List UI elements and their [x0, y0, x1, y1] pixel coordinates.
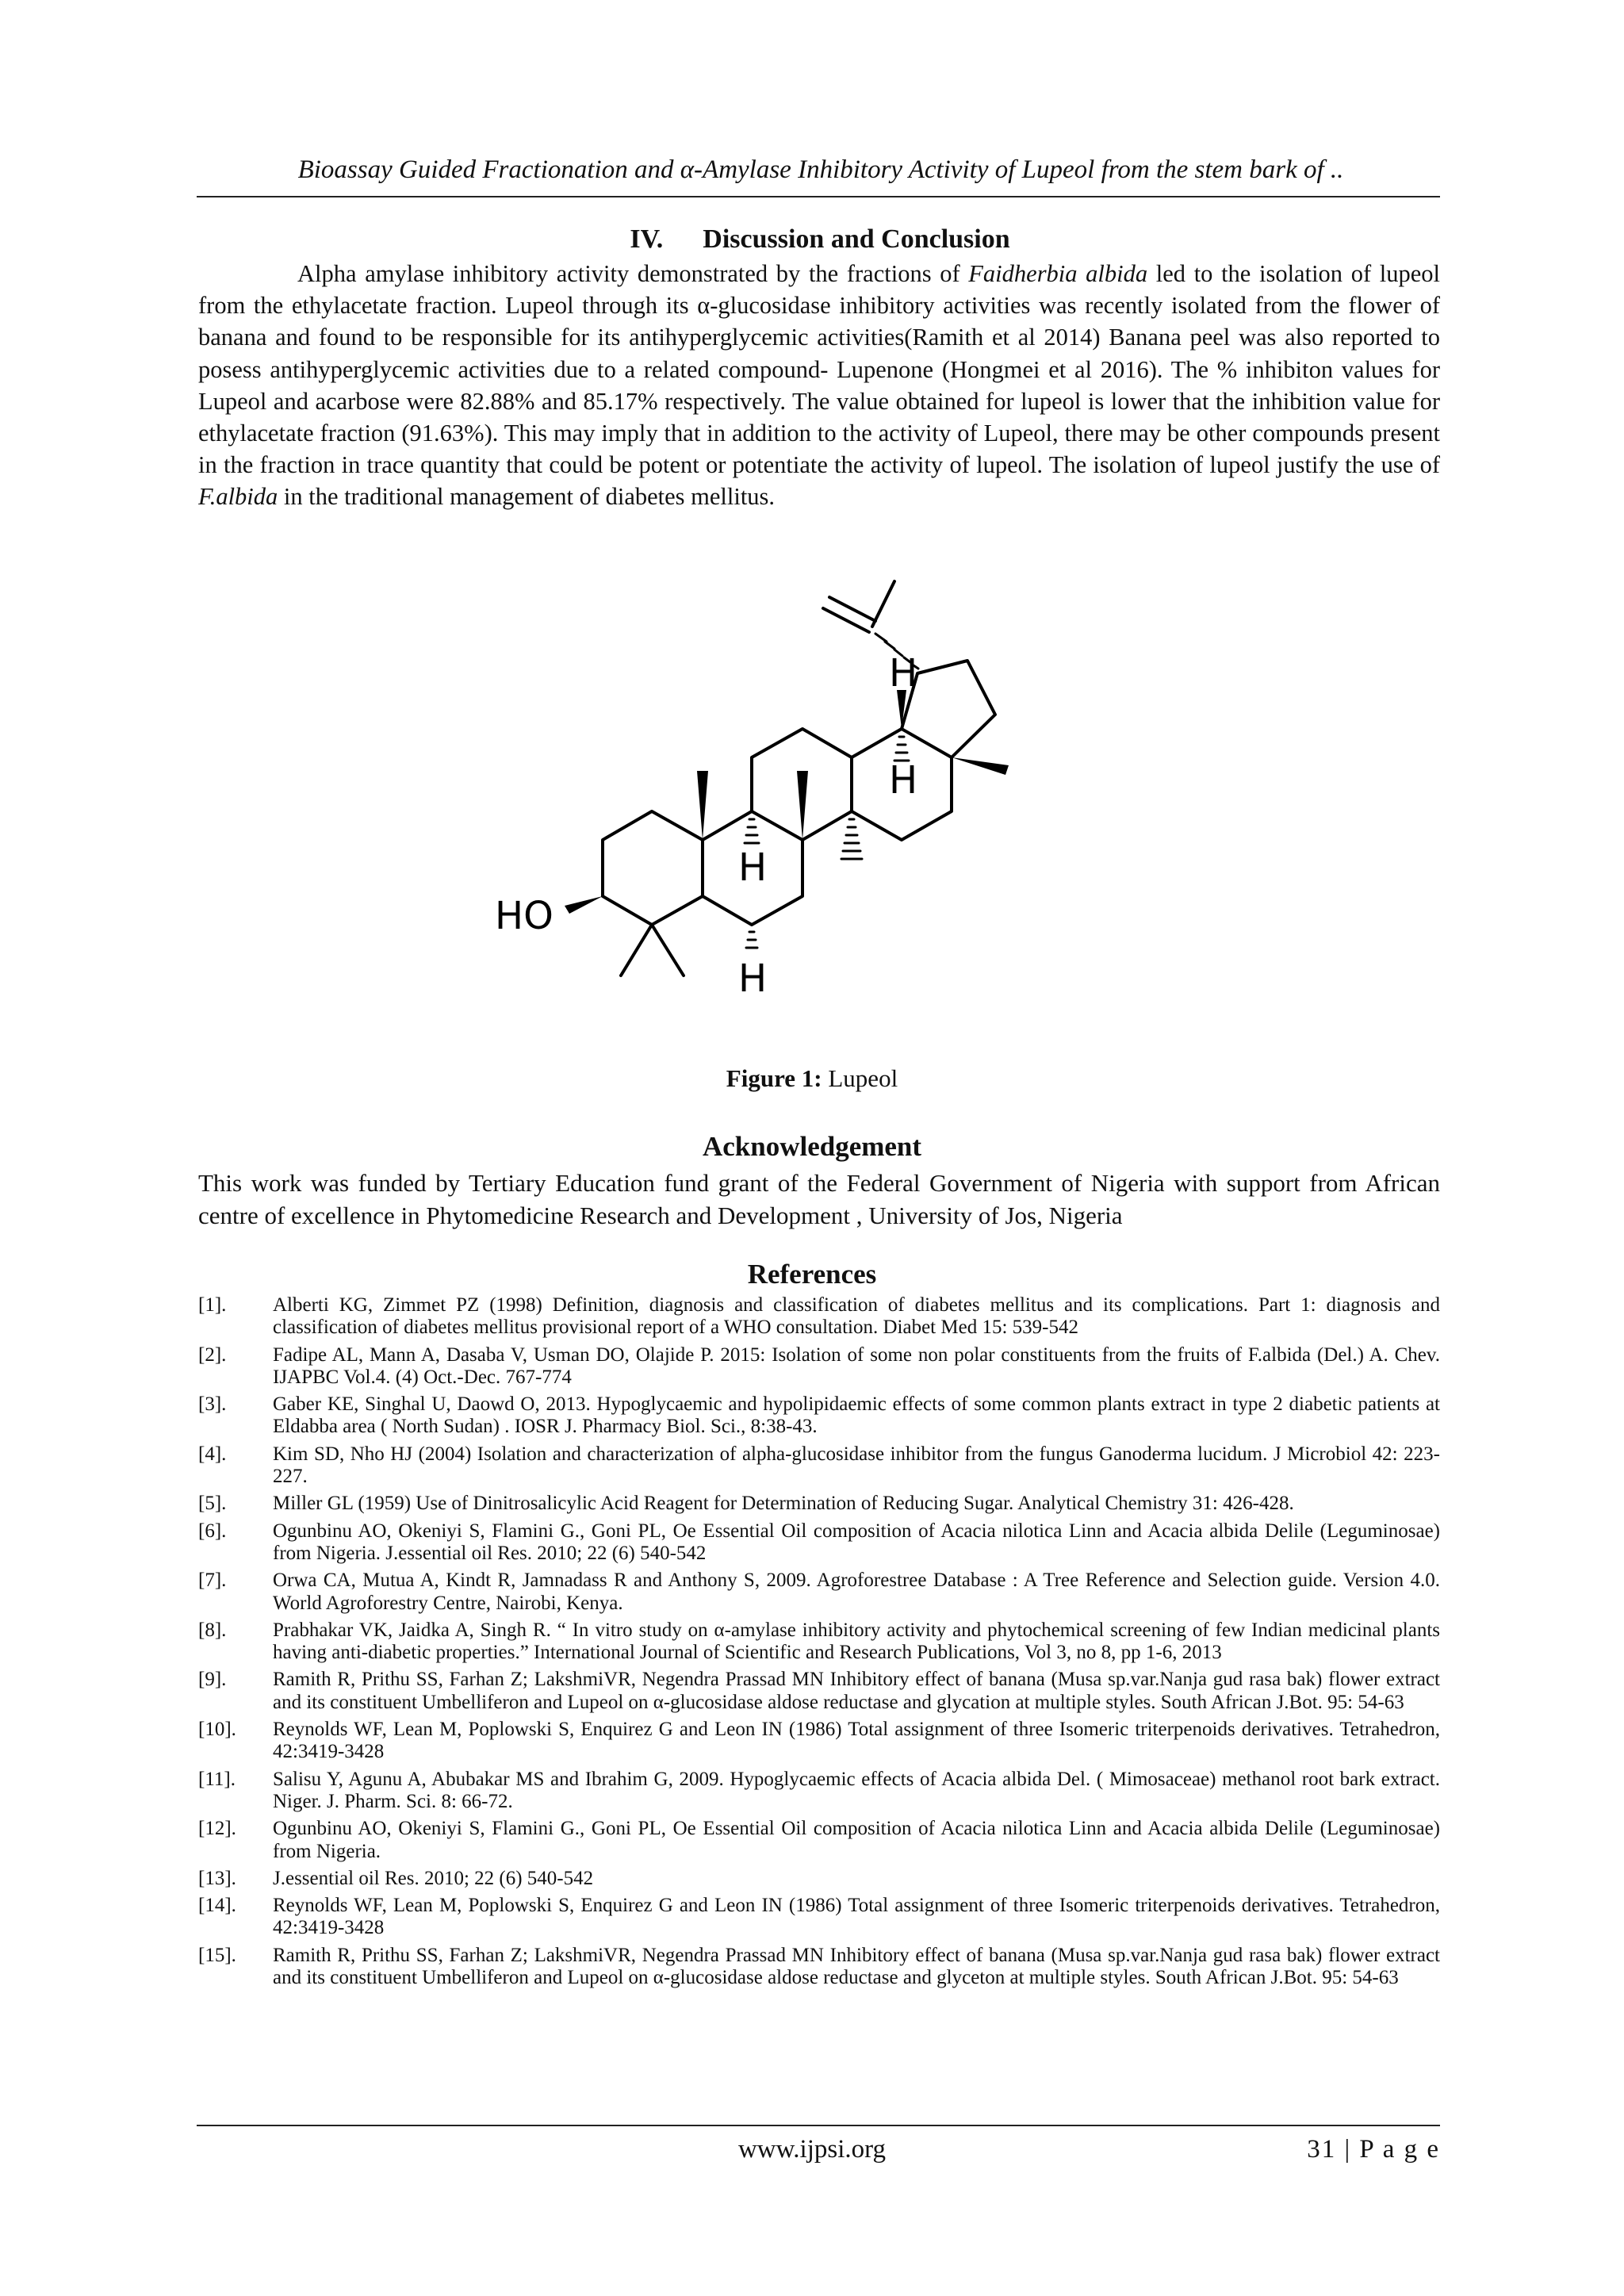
- reference-text: Prabhakar VK, Jaidka A, Singh R. “ In vitro study on α-amylase inhibitory activity and phytochemical screening of few Indian medicinal plants having anti-diabetic properties.” International Journal of Scientific and Research Publications, Vol 3, no 8, pp 1-6, 2013: [273, 1619, 1440, 1664]
- section-heading: [198, 224, 1442, 255]
- reference-number: [3].: [198, 1393, 227, 1416]
- reference-number: [15].: [198, 1944, 236, 1966]
- reference-text: Orwa CA, Mutua A, Kindt R, Jamnadass R and Anthony S, 2009. Agroforestree Database : A Tree Reference and Selection guide. Version 4.0. World Agroforestry Centre, Nairobi, Kenya.: [273, 1570, 1440, 1614]
- text-run: in the traditional management of diabetes mellitus.: [278, 483, 776, 511]
- reference-item: [198, 1895, 1440, 1940]
- reference-text: Reynolds WF, Lean M, Poplowski S, Enquirez G and Leon IN (1986) Total assignment of three Isomeric triterpenoids derivatives. Tetrahedron, 42:3419-3428: [273, 1719, 1440, 1763]
- reference-text: Fadipe AL, Mann A, Dasaba V, Usman DO, Olajide P. 2015: Isolation of some non polar constituents from the fruits of F.albida (Del.) A. Chev. IJAPBC Vol.4. (4) Oct.-Dec. 767-774: [273, 1343, 1440, 1388]
- running-header: Bioassay Guided Fractionation and α-Amylase Inhibitory Activity of Lupeol from the stem bark of ..: [297, 155, 1344, 184]
- species-name: F.albida: [198, 483, 278, 511]
- methyl-bond: [652, 925, 684, 976]
- vinyl-bond: [829, 597, 875, 621]
- reference-number: [2].: [198, 1343, 227, 1366]
- reference-item: [198, 1520, 1440, 1566]
- reference-number: [12].: [198, 1818, 236, 1840]
- hydrogen-label: H: [889, 758, 918, 803]
- species-name: Faidherbia albida: [968, 260, 1148, 287]
- lupeol-structure-figure: [476, 575, 1174, 1075]
- reference-number: [14].: [198, 1895, 236, 1917]
- reference-text: Kim SD, Nho HJ (2004) Isolation and characterization of alpha-glucosidase inhibitor from the fungus Ganoderma lucidum. J Microbiol 42: 223-227.: [273, 1443, 1440, 1488]
- reference-item: [198, 1818, 1440, 1863]
- wedge-bond: [565, 896, 603, 914]
- methyl-bond: [872, 581, 894, 627]
- acknowledgement-text: This work was funded by Tertiary Education fund grant of the Federal Government of Nigeria with support from African centre of excellence in Phytomedicine Research and Development , University of Jos, Nigeria: [198, 1169, 1440, 1229]
- wedge-bond: [897, 690, 906, 729]
- reference-item: [198, 1493, 1440, 1515]
- reference-number: [7].: [198, 1570, 227, 1592]
- journal-url: www.ijpsi.org: [737, 2135, 887, 2164]
- wedge-bond: [952, 757, 1009, 775]
- reference-number: [5].: [198, 1493, 227, 1515]
- reference-text: Miller GL (1959) Use of Dinitrosalicylic Acid Reagent for Determination of Reducing Sugar. Analytical Chemistry 31: 426-428.: [273, 1493, 1294, 1515]
- reference-text: Ramith R, Prithu SS, Farhan Z; LakshmiVR, Negendra Prassad MN Inhibitory effect of banana (Musa sp.var.Nanja gud rasa bak) flower extract and its constituent Umbelliferon and Lupeol on α-glucosidase aldose reductase and glyceton at multiple styles. South African J.Bot. 95: 54-63: [273, 1944, 1440, 1989]
- reference-number: [4].: [198, 1443, 227, 1465]
- reference-item: [198, 1868, 1440, 1890]
- ring-a: [603, 811, 703, 925]
- reference-number: [9].: [198, 1669, 227, 1691]
- reference-number: [6].: [198, 1520, 227, 1542]
- reference-item: [198, 1570, 1440, 1615]
- reference-text: Ogunbinu AO, Okeniyi S, Flamini G., Goni PL, Oe Essential Oil composition of Acacia nilotica Linn and Acacia albida Delile (Leguminosae) from Nigeria. J.essential oil Res. 2010; 22 (6) 540-542: [273, 1520, 1440, 1564]
- reference-item: [198, 1619, 1440, 1665]
- hydroxyl-label: HO: [495, 894, 553, 938]
- reference-number: [11].: [198, 1768, 236, 1790]
- lupeol-structure-diagram: [476, 575, 1174, 1075]
- header-rule: [197, 196, 1440, 197]
- reference-item: [198, 1393, 1440, 1439]
- reference-text: Gaber KE, Singhal U, Daowd O, 2013. Hypoglycaemic and hypolipidaemic effects of some common plants extract in type 2 diabetic patients at Eldabba area ( North Sudan) . IOSR J. Pharmacy Biol. Sci., 8:38-43.: [273, 1393, 1440, 1438]
- wedge-bond: [797, 771, 808, 840]
- caption-label: Figure 1:: [726, 1064, 822, 1092]
- reference-item: [198, 1344, 1440, 1389]
- hydrogen-label: H: [889, 651, 918, 696]
- reference-number: [10].: [198, 1719, 236, 1741]
- footer-rule: [197, 2125, 1440, 2126]
- vinyl-bond: [823, 608, 869, 632]
- section-title: Discussion and Conclusion: [703, 224, 1010, 254]
- page-number: 31 | P a g e: [1307, 2135, 1440, 2164]
- reference-text: J.essential oil Res. 2010; 22 (6) 540-542: [273, 1867, 594, 1889]
- reference-item: [198, 1719, 1440, 1764]
- reference-text: Alberti KG, Zimmet PZ (1998) Definition, diagnosis and classification of diabetes mellitus and its complications. Part 1: diagnosis and classification of diabetes mellitus provisional report of a WHO consultation. Diabet Med 15: 539-542: [273, 1294, 1440, 1339]
- references-heading: References: [747, 1259, 877, 1290]
- reference-number: [1].: [198, 1294, 227, 1316]
- hydrogen-label: H: [738, 956, 768, 1001]
- section-number: IV.: [630, 224, 664, 254]
- reference-item: [198, 1669, 1440, 1714]
- reference-number: [8].: [198, 1619, 227, 1641]
- reference-text: Salisu Y, Agunu A, Abubakar MS and Ibrahim G, 2009. Hypoglycaemic effects of Acacia albida Del. ( Mimosaceae) methanol root bark extract. Niger. J. Pharm. Sci. 8: 66-72.: [273, 1768, 1440, 1812]
- discussion-paragraph: [198, 258, 1440, 513]
- text-run: led to the isolation of lupeol from the ethylacetate fraction. Lupeol through its α-glucosidase inhibitory activities was recently isolated from the flower of banana and found to be responsible for its antihyperglycemic activities(Ramith et al 2014) Banana peel was also reported to posess antihyperglycemic activities due to a related compound- Lupenone (Hongmei et al 2016). The % inhibiton values for Lupeol and acarbose were 82.88% and 85.17% respectively. The value obtained for lupeol is lower that the inhibition value for ethylacetate fraction (91.63%). This may imply that in addition to the activity of Lupeol, there may be other compounds present in the fraction in trace quantity that could be potent or potentiate the activity of lupeol. The isolation of lupeol justify the use of: [198, 260, 1440, 479]
- reference-item: [198, 1945, 1440, 1990]
- caption-text: Lupeol: [822, 1064, 898, 1092]
- figure-caption: [0, 1064, 1624, 1093]
- reference-item: [198, 1769, 1440, 1814]
- reference-number: [13].: [198, 1867, 236, 1889]
- acknowledgement-heading: Acknowledgement: [702, 1131, 922, 1162]
- reference-item: [198, 1294, 1440, 1340]
- reference-item: [198, 1443, 1440, 1489]
- wedge-bond: [697, 771, 708, 840]
- references-list: [198, 1294, 1440, 1994]
- methyl-bond: [621, 925, 652, 976]
- reference-text: Ramith R, Prithu SS, Farhan Z; LakshmiVR, Negendra Prassad MN Inhibitory effect of banana (Musa sp.var.Nanja gud rasa bak) flower extract and its constituent Umbelliferon and Lupeol on α-glucosidase aldose reductase and glycation at multiple styles. South African J.Bot. 95: 54-63: [273, 1669, 1440, 1713]
- text-run: Alpha amylase inhibitory activity demonstrated by the fractions of: [297, 260, 969, 287]
- discussion-body: [198, 258, 1440, 513]
- hydrogen-label: H: [738, 845, 768, 890]
- reference-text: Reynolds WF, Lean M, Poplowski S, Enquirez G and Leon IN (1986) Total assignment of three Isomeric triterpenoids derivatives. Tetrahedron, 42:3419-3428: [273, 1895, 1440, 1939]
- reference-text: Ogunbinu AO, Okeniyi S, Flamini G., Goni PL, Oe Essential Oil composition of Acacia nilotica Linn and Acacia albida Delile (Leguminosae) from Nigeria.: [273, 1818, 1440, 1862]
